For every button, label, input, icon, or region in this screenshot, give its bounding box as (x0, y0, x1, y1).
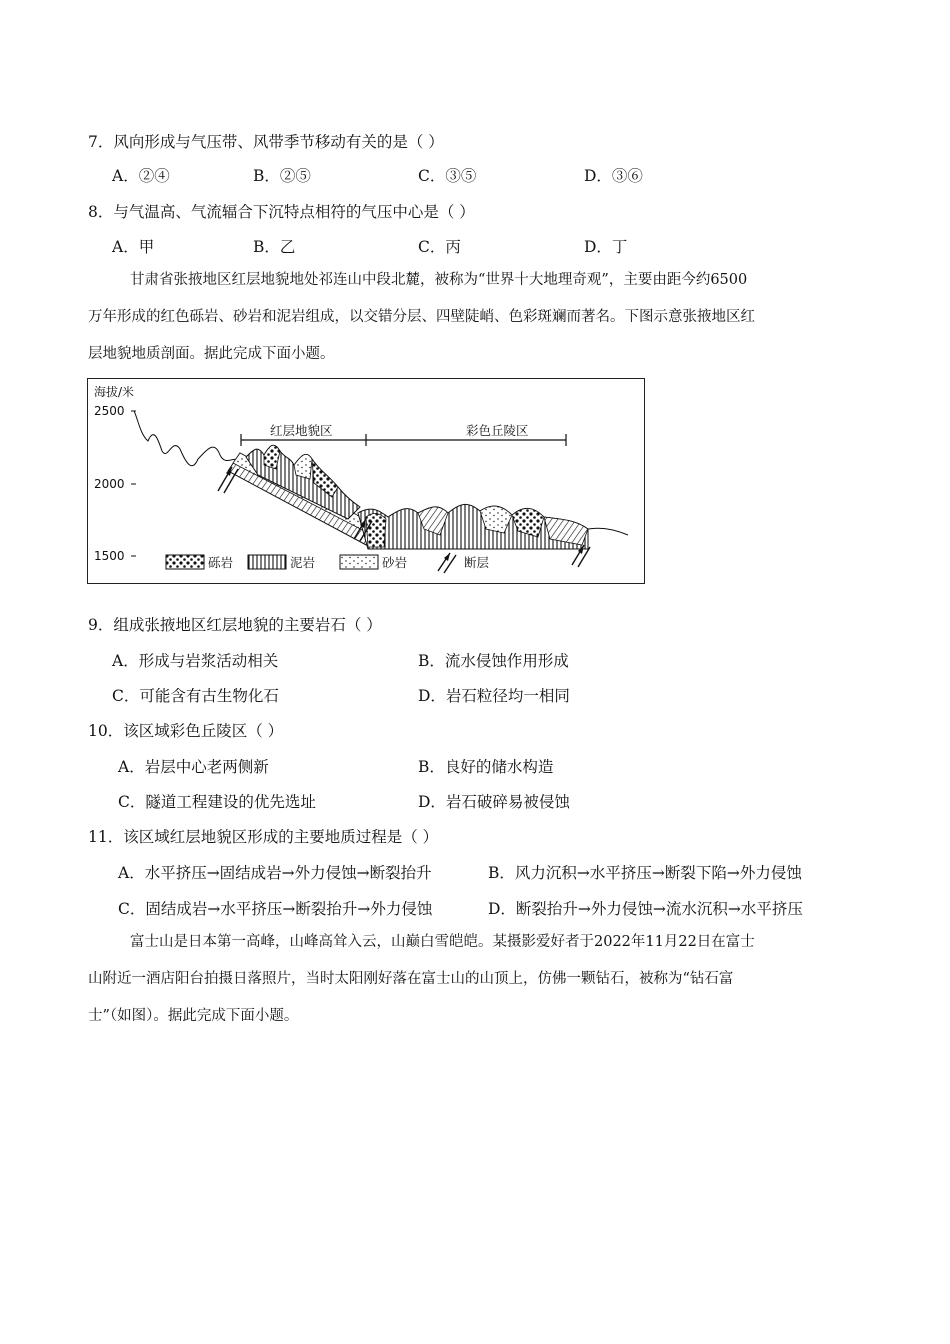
q9-option-a[interactable]: A．形成与岩浆活动相关 (112, 652, 279, 670)
q9-option-c[interactable]: C．可能含有古生物化石 (112, 687, 279, 705)
y-axis-title: 海拔/米 (94, 385, 135, 399)
q8-option-d[interactable]: D．丁 (584, 238, 628, 256)
q8-option-a[interactable]: A．甲 (112, 238, 155, 256)
q10-option-c[interactable]: C．隧道工程建设的优先选址 (118, 793, 316, 811)
terrain-profile-line (134, 411, 240, 466)
legend-fault-icon (438, 553, 456, 573)
q11-stem: 11．该区域红层地貌区形成的主要地质过程是（ ） (88, 828, 439, 846)
geologic-profile-svg (88, 379, 644, 583)
q11-option-c[interactable]: C．固结成岩→水平挤压→断裂抬升→外力侵蚀 (118, 900, 433, 918)
q9-stem: 9．组成张掖地区红层地貌的主要岩石（ ） (88, 616, 382, 634)
region-label-colored-hills: 彩色丘陵区 (466, 423, 529, 438)
legend-label-sandstone: 砂岩 (382, 555, 408, 570)
terrain-profile-right (588, 528, 628, 535)
q7-option-b[interactable]: B．②⑤ (253, 167, 311, 185)
passage-zhangye (88, 262, 858, 373)
q11-option-b[interactable]: B．风力沉积→水平挤压→断裂下陷→外力侵蚀 (488, 864, 802, 882)
y-tick-1500: 1500 (94, 549, 125, 563)
passage-fuji-line-1: 富士山是日本第一高峰，山峰高耸入云，山巅白雪皑皑。某摄影爱好者于2022年11月22日在富士 (130, 934, 755, 950)
passage-zhangye-line-2: 万年形成的红色砾岩、砂岩和泥岩组成，以交错分层、四壁陡峭、色彩斑斓而著名。下图示意张掖地区红 (88, 309, 755, 325)
q10-option-b[interactable]: B．良好的储水构造 (418, 758, 554, 776)
q8-option-c[interactable]: C．丙 (418, 238, 461, 256)
q8-option-b[interactable]: B．乙 (253, 238, 296, 256)
q7-stem: 7．风向形成与气压带、风带季节移动有关的是（ ） (88, 133, 444, 151)
legend-swatch-conglomerate (166, 555, 204, 569)
geologic-profile-figure (87, 378, 645, 584)
q11-option-d[interactable]: D．断裂抬升→外力侵蚀→流水沉积→水平挤压 (488, 900, 803, 918)
passage-fuji-line-3: 士”（如图）。据此完成下面小题。 (88, 1008, 299, 1024)
legend-label-fault: 断层 (464, 555, 490, 570)
q10-option-a[interactable]: A．岩层中心老两侧新 (118, 758, 269, 776)
q11-option-a[interactable]: A．水平挤压→固结成岩→外力侵蚀→断裂抬升 (118, 864, 432, 882)
colored-hills-conglomerate-1 (366, 513, 386, 547)
q9-option-d[interactable]: D．岩石粒径均一相同 (418, 687, 570, 705)
legend-swatch-mudstone (248, 555, 286, 569)
region-label-red-layer: 红层地貌区 (270, 423, 333, 438)
passage-fuji (88, 924, 858, 1035)
red-layer-sandstone (294, 454, 312, 479)
q9-option-b[interactable]: B．流水侵蚀作用形成 (418, 652, 569, 670)
legend-label-mudstone: 泥岩 (290, 555, 316, 570)
q10-stem: 10．该区域彩色丘陵区（ ） (88, 722, 284, 740)
passage-zhangye-line-1: 甘肃省张掖地区红层地貌地处祁连山中段北麓，被称为“世界十大地理奇观”，主要由距今约6500 (130, 272, 748, 288)
passage-fuji-line-2: 山附近一酒店阳台拍摄日落照片，当时太阳刚好落在富士山的山顶上，仿佛一颗钻石，被称为“钻石富 (88, 971, 734, 987)
y-tick-2000: 2000 (94, 477, 125, 491)
q8-stem: 8．与气温高、气流辐合下沉特点相符的气压中心是（ ） (88, 203, 475, 221)
q7-option-c[interactable]: C．③⑤ (418, 167, 477, 185)
q7-option-a[interactable]: A．②④ (112, 167, 170, 185)
y-tick-2500: 2500 (94, 404, 125, 418)
passage-zhangye-line-3: 层地貌地质剖面。据此完成下面小题。 (88, 346, 335, 362)
legend-swatch-sandstone (340, 555, 378, 569)
q7-option-d[interactable]: D．③⑥ (584, 167, 643, 185)
q10-option-d[interactable]: D．岩石破碎易被侵蚀 (418, 793, 570, 811)
legend-label-conglomerate: 砾岩 (208, 555, 234, 570)
